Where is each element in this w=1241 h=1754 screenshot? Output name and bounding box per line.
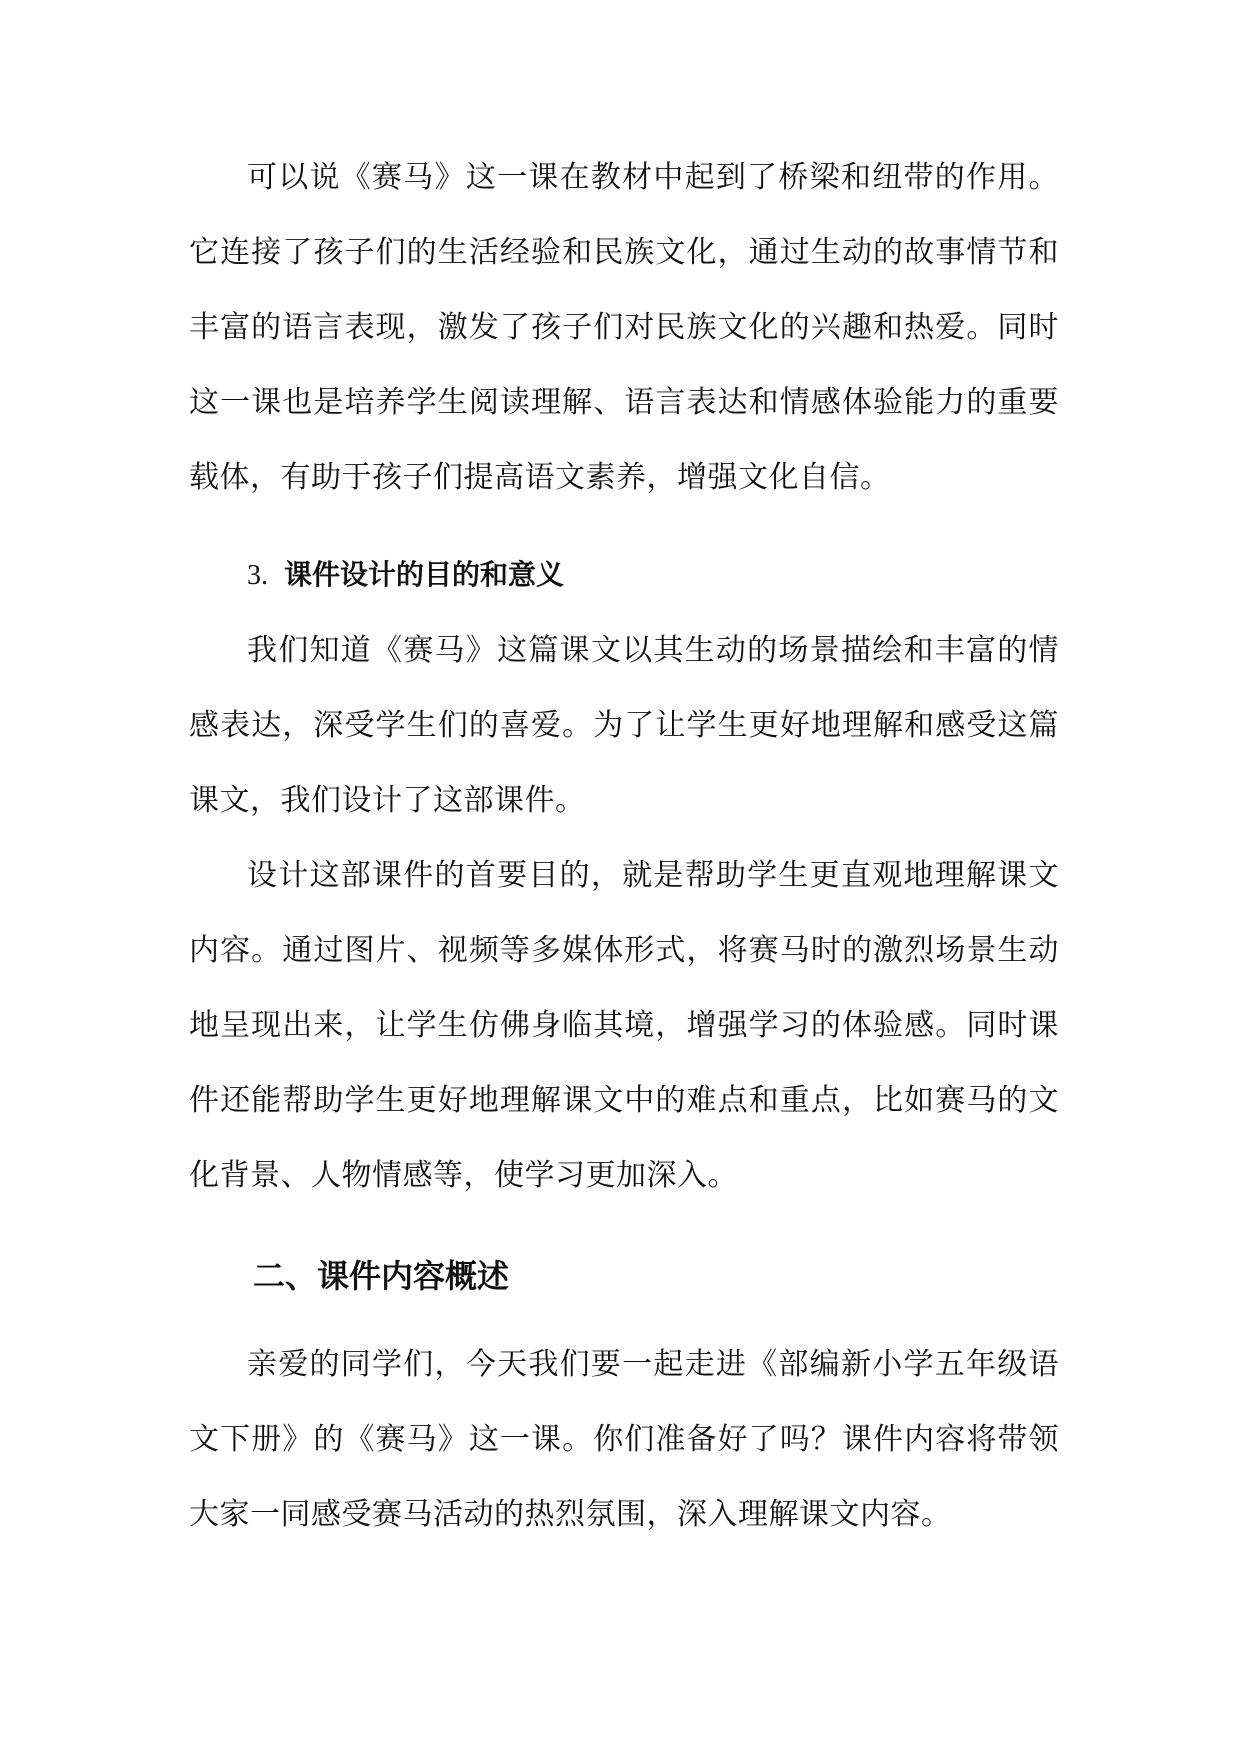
paragraph-bridge-role: 可以说《赛马》这一课在教材中起到了桥梁和纽带的作用。它连接了孩子们的生活经验和民族文化，通过生动的故事情节和丰富的语言表现，激发了孩子们对民族文化的兴趣和热爱。同时这一课也是培养学生阅读理解、语言表达和情感体验能力的重要载体，有助于孩子们提高语文素养，增强文化自信。 <box>189 160 1059 495</box>
subheading-text: 课件设计的目的和意义 <box>284 558 565 591</box>
spacer <box>189 1213 1059 1235</box>
paragraph-content-overview: 亲爱的同学们，今天我们要一起走进《部编新小学五年级语文下册》的《赛马》这一课。你们准备好了吗？课件内容将带领大家一同感受赛马活动的热烈氛围，深入理解课文内容。 <box>189 1347 1059 1532</box>
section-heading: 二、课件内容概述 <box>253 1257 510 1295</box>
paragraph-design-intro: 我们知道《赛马》这篇课文以其生动的场景描绘和丰富的情感表达，深受学生们的喜爱。为了让学生更好地理解和感受这篇课文，我们设计了这部课件。 <box>189 633 1059 818</box>
spacer <box>189 1317 1059 1327</box>
section-subheading <box>189 537 1059 613</box>
spacer <box>189 515 1059 537</box>
paragraph-design-purpose: 设计这部课件的首要目的，就是帮助学生更直观地理解课文内容。通过图片、视频等多媒体形式，将赛马时的激烈场景生动地呈现出来，让学生仿佛身临其境，增强学习的体验感。同时课件还能帮助学生更好地理解课文中的难点和重点，比如赛马的文化背景、人物情感等，使学习更加深入。 <box>189 858 1059 1193</box>
document-body <box>189 140 1059 1552</box>
subheading-number: 3. <box>247 560 268 591</box>
